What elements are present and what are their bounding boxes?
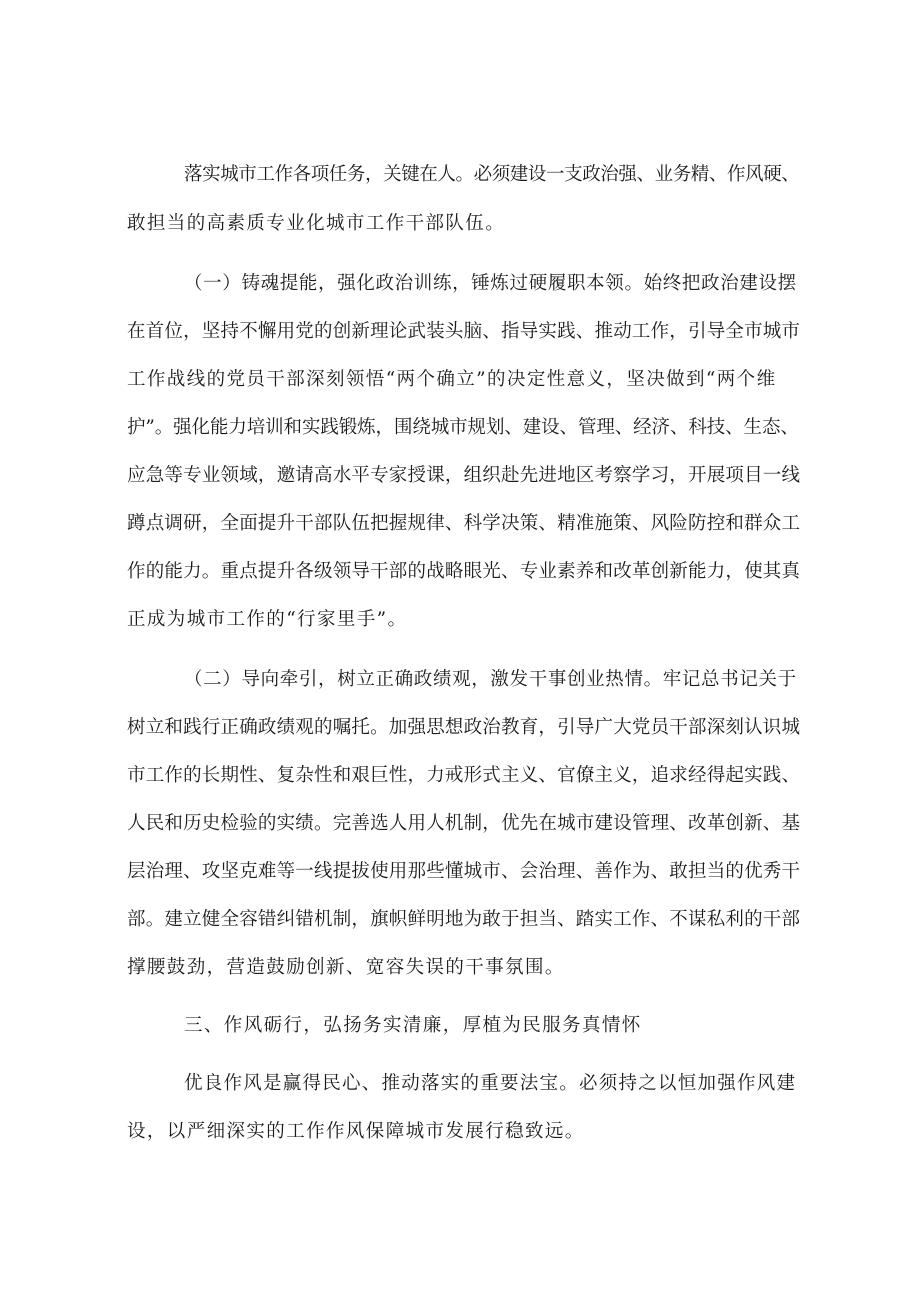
text-line: 设，以严细深实的工作作风保障城市发展行稳致远。 (127, 1121, 585, 1142)
section-heading: 三、作风砺行，弘扬务实清廉，厚植为民服务真情怀 (184, 1015, 642, 1036)
text-line: 作的能力。重点提升各级领导干部的战略眼光、专业素养和改革创新能力，使其真 (127, 561, 801, 582)
text-line: 应急等专业领域，邀请高水平专家授课，组织赴先进地区考察学习，开展项目一线 (127, 465, 801, 486)
text-line: 层治理、攻坚克难等一线提拔使用那些懂城市、会治理、善作为、敢担当的优秀干 (127, 861, 801, 882)
text-line: 树立和践行正确政绩观的嘱托。加强思想政治教育，引导广大党员干部深刻认识城 (127, 717, 801, 738)
section-1-heading-line: （一）铸魂提能，强化政治训练，锤炼过硬履职本领。始终把政治建设摆 (184, 273, 797, 294)
text-line: 市工作的长期性、复杂性和艰巨性，力戒形式主义、官僚主义，追求经得起实践、 (127, 765, 801, 786)
text-line: 撑腰鼓劲，营造鼓励创新、宽容失误的干事氛围。 (127, 957, 565, 978)
text-line: 人民和历史检验的实绩。完善选人用人机制，优先在城市建设管理、改革创新、基 (127, 813, 801, 834)
text-line: 敢担当的高素质专业化城市工作干部队伍。 (127, 213, 506, 234)
section-2-heading-line: （二）导向牵引，树立正确政绩观，激发干事创业热情。牢记总书记关于 (184, 669, 797, 690)
text-line: 优良作风是赢得民心、推动落实的重要法宝。必须持之以恒加强作风建 (184, 1073, 797, 1094)
text-line: 工作战线的党员干部深刻领悟“两个确立”的决定性意义，坚决做到“两个维 (127, 369, 777, 390)
text-line: 正成为城市工作的“行家里手”。 (127, 609, 408, 630)
text-line: 蹲点调研，全面提升干部队伍把握规律、科学决策、精准施策、风险防控和群众工 (127, 513, 801, 534)
text-line: 护”。强化能力培训和实践锻炼，围绕城市规划、建设、管理、经济、科技、生态、 (127, 417, 799, 438)
text-line: 在首位，坚持不懈用党的创新理论武装头脑、指导实践、推动工作，引导全市城市 (127, 321, 801, 342)
text-line: 部。建立健全容错纠错机制，旗帜鲜明地为敢于担当、踏实工作、不谋私利的干部 (127, 909, 801, 930)
text-line: 落实城市工作各项任务，关键在人。必须建设一支政治强、业务精、作风硬、 (184, 164, 800, 185)
